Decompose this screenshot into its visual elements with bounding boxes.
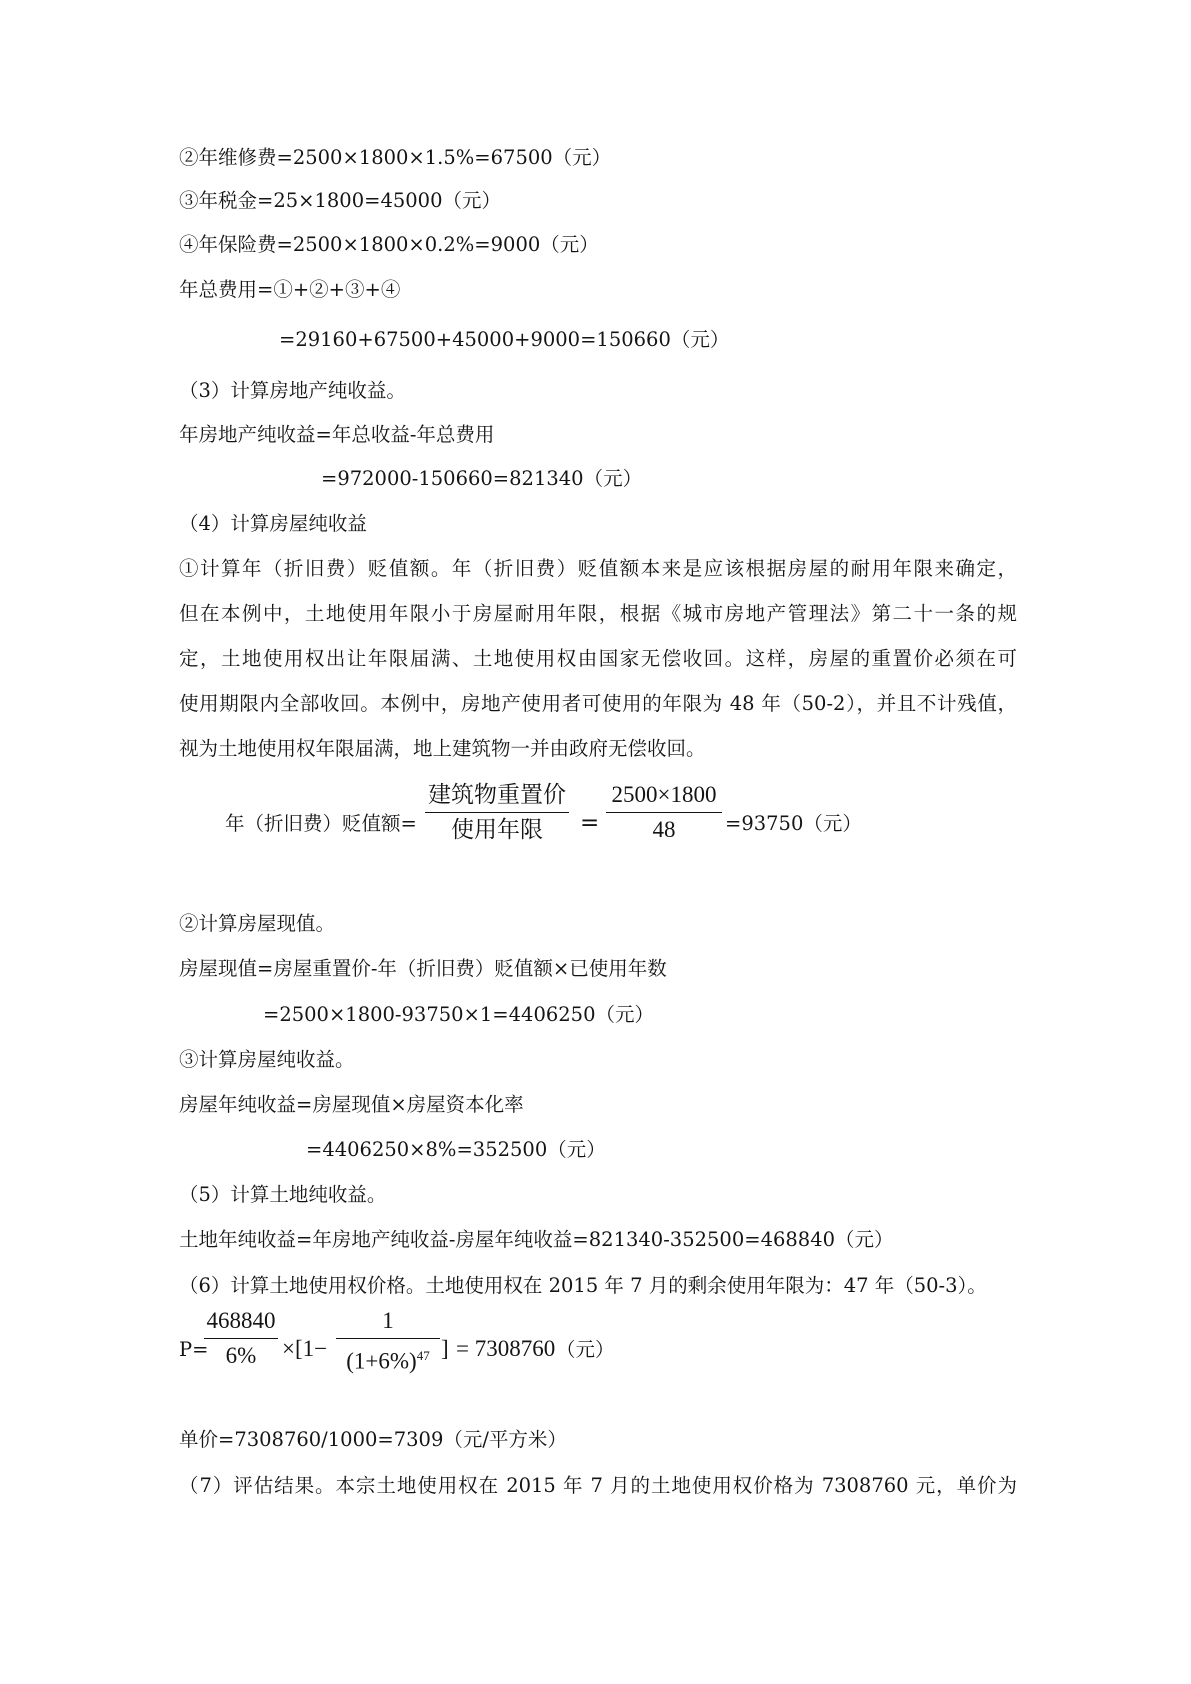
formula-bracket: ×[1− [282,1336,328,1361]
fraction-numerator: 1 [382,1308,394,1333]
text-line: ②计算房屋现值。 [179,912,336,935]
exponent: 47 [416,1348,430,1363]
formula-unit: （元） [556,1338,615,1361]
fraction-denominator [336,1341,440,1377]
formula-fraction [606,780,722,845]
formula-result: = 7308760 [456,1336,556,1361]
text-line: 房屋现值=房屋重置价-年（折旧费）贬值额×已使用年数 [179,957,667,980]
paragraph-line: 视为土地使用权年限届满，地上建筑物一并由政府无偿收回。 [179,737,706,760]
text-line: =4406250×8%=352500（元） [306,1138,606,1161]
section-heading: （4）计算房屋纯收益 [179,512,367,535]
formula-bracket: ] [441,1336,449,1361]
section-heading: （6）计算土地使用权价格。土地使用权在 2015 年 7 月的剩余使用年限为：47 年（50-3）。 [179,1274,987,1297]
equals-sign: = [580,810,600,836]
fraction-bar [336,1338,440,1339]
fraction-numerator: 2500×1800 [611,782,717,807]
section-heading: （5）计算土地纯收益。 [179,1183,387,1206]
fraction-bar [425,812,569,813]
section-heading: （3）计算房地产纯收益。 [179,379,406,402]
formula-result: =93750（元） [725,812,862,835]
text-line: 土地年纯收益=年房地产纯收益-房屋年纯收益=821340-352500=468840（元） [179,1228,894,1251]
fraction-bar [204,1338,278,1339]
text-line: ③年税金=25×1800=45000（元） [179,189,501,212]
text-line: 年总费用=①+②+③+④ [179,278,401,301]
fraction-denominator: 48 [652,817,676,842]
paragraph-line: ①计算年（折旧费）贬值额。年（折旧费）贬值额本来是应该根据房屋的耐用年限来确定， [179,557,1017,580]
fraction-numerator: 建筑物重置价 [428,782,566,808]
formula-fraction [425,780,569,845]
paragraph-line: 使用期限内全部收回。本例中，房地产使用者可使用的年限为 48 年（50-2），并且不计残值， [179,692,1017,715]
formula-lead: P= [179,1338,209,1361]
formula-fraction [336,1306,440,1377]
formula-lead: 年（折旧费）贬值额= [225,812,417,835]
text-line: 房屋年纯收益=房屋现值×房屋资本化率 [179,1093,524,1116]
text-line: ③计算房屋纯收益。 [179,1048,355,1071]
fraction-denominator-base: (1+6%) [346,1348,417,1374]
fraction-bar [606,812,722,813]
text-line: 年房地产纯收益=年总收益-年总费用 [179,423,495,446]
paragraph-line: 定，土地使用权出让年限届满、土地使用权由国家无偿收回。这样，房屋的重置价必须在可 [179,647,1017,670]
formula-fraction [204,1306,278,1371]
fraction-numerator: 468840 [206,1308,276,1333]
text-line: 单价=7308760/1000=7309（元/平方米） [179,1428,567,1451]
text-line: ④年保险费=2500×1800×0.2%=9000（元） [179,233,599,256]
text-line: =2500×1800-93750×1=4406250（元） [263,1003,654,1026]
text-line: =972000-150660=821340（元） [321,467,643,490]
text-line: ②年维修费=2500×1800×1.5%=67500（元） [179,146,612,169]
fraction-denominator: 使用年限 [451,817,543,843]
text-line: =29160+67500+45000+9000=150660（元） [279,328,730,351]
fraction-denominator: 6% [225,1343,257,1368]
paragraph-line: （7）评估结果。本宗土地使用权在 2015 年 7 月的土地使用权价格为 7308760 元，单价为 [179,1474,1017,1497]
paragraph-line: 但在本例中，土地使用年限小于房屋耐用年限，根据《城市房地产管理法》第二十一条的规 [179,602,1017,625]
